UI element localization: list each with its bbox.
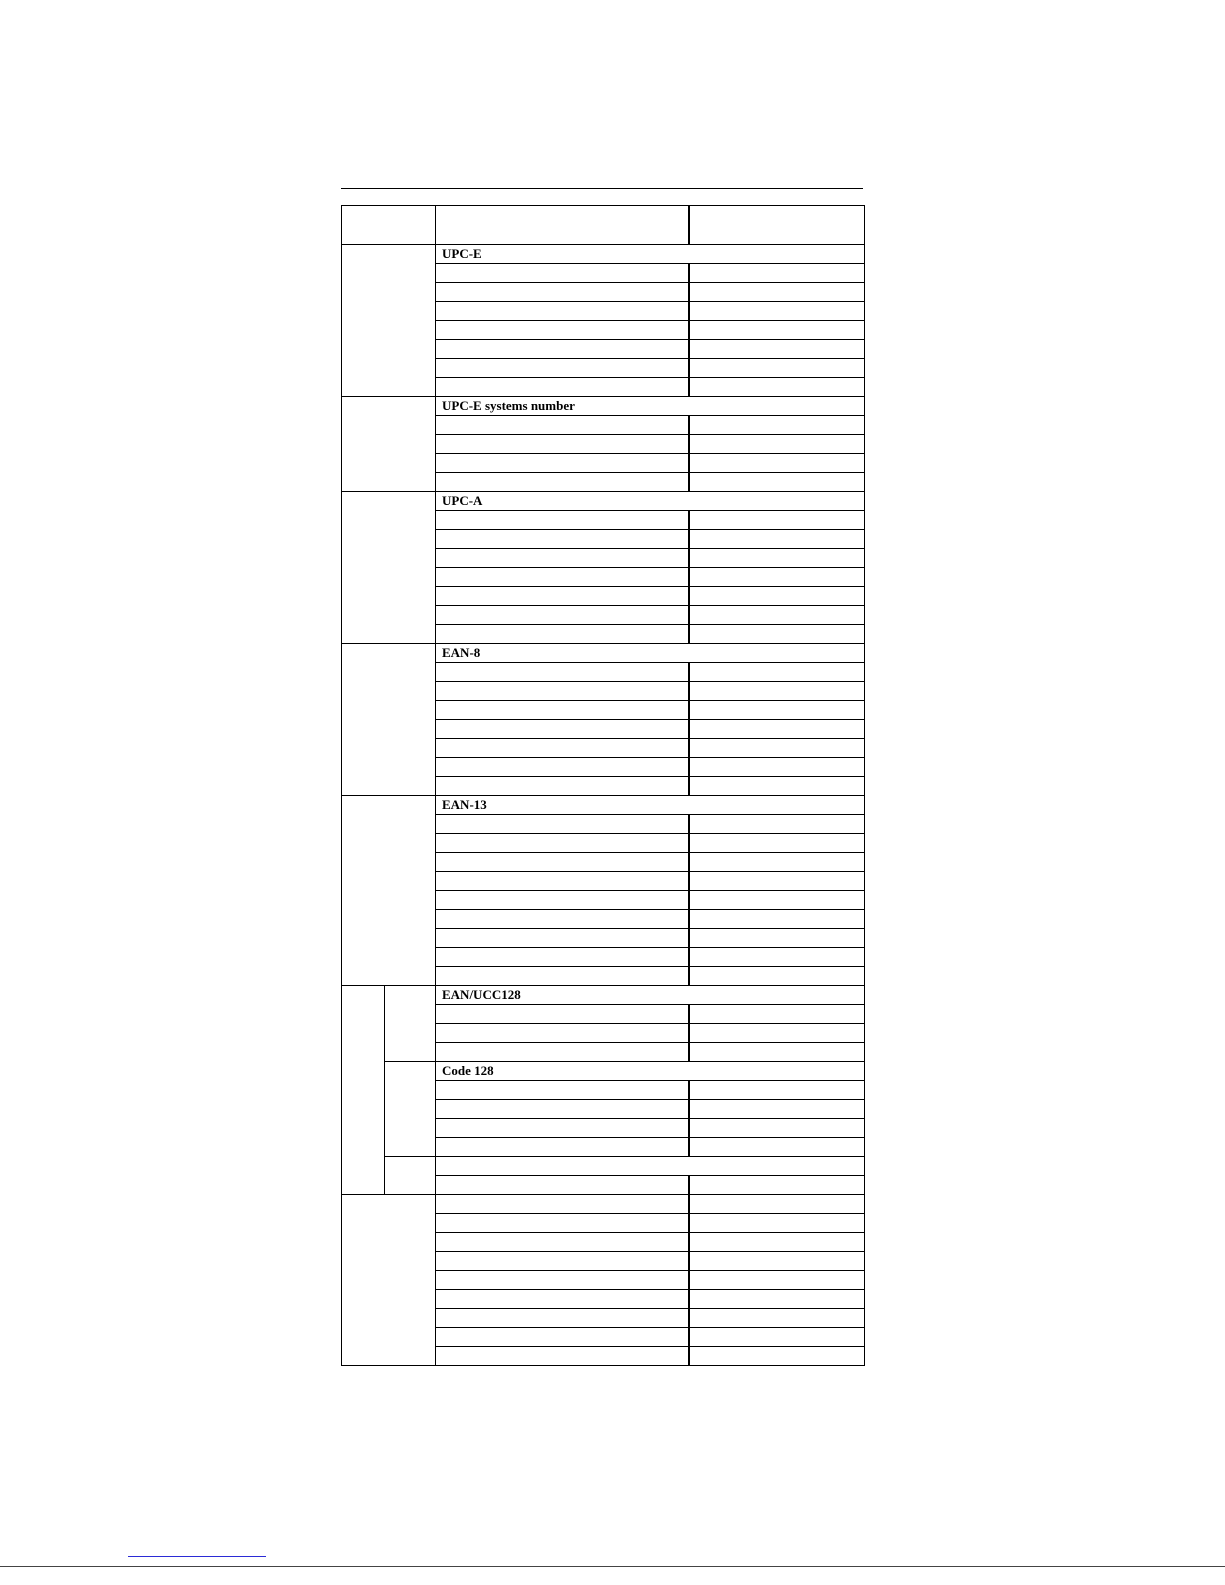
table-row	[342, 986, 865, 1005]
subgroup-cell-untitled	[385, 1157, 436, 1195]
section-title-code-128: Code 128	[436, 1062, 865, 1081]
section-title-upc-a: UPC-A	[436, 492, 865, 511]
group-cell-upc-a	[342, 492, 436, 644]
page-bottom-rule	[0, 1566, 1225, 1567]
table-row	[342, 644, 865, 663]
table-row	[342, 1062, 865, 1081]
group-cell-ean-8	[342, 644, 436, 796]
subgroup-cell-ean-ucc128	[385, 986, 436, 1062]
header-cell-category	[342, 206, 436, 245]
section-title-untitled	[436, 1157, 865, 1176]
table-row	[342, 397, 865, 416]
section-title-ean-8: EAN-8	[436, 644, 865, 663]
section-title-upc-e: UPC-E	[436, 245, 865, 264]
group-cell-ean-13	[342, 796, 436, 986]
section-title-ean-13: EAN-13	[436, 796, 865, 815]
table-row	[342, 1195, 865, 1214]
footer-link-underline[interactable]	[128, 1556, 266, 1557]
table-row	[342, 245, 865, 264]
group-cell-upc-e-systems	[342, 397, 436, 492]
header-cell-value	[689, 206, 865, 245]
group-cell-upc-e	[342, 245, 436, 397]
header-cell-description	[436, 206, 689, 245]
table-row	[342, 492, 865, 511]
table-row	[342, 796, 865, 815]
barcode-settings-table	[341, 205, 865, 1366]
subgroup-cell-code-128	[385, 1062, 436, 1157]
group-cell-code-128-family	[342, 986, 385, 1195]
table-row	[342, 1157, 865, 1176]
section-title-ean-ucc128: EAN/UCC128	[436, 986, 865, 1005]
header-rule	[341, 188, 863, 189]
group-cell-last	[342, 1195, 436, 1366]
section-title-upc-e-systems: UPC-E systems number	[436, 397, 865, 416]
table-header-row	[342, 206, 865, 245]
